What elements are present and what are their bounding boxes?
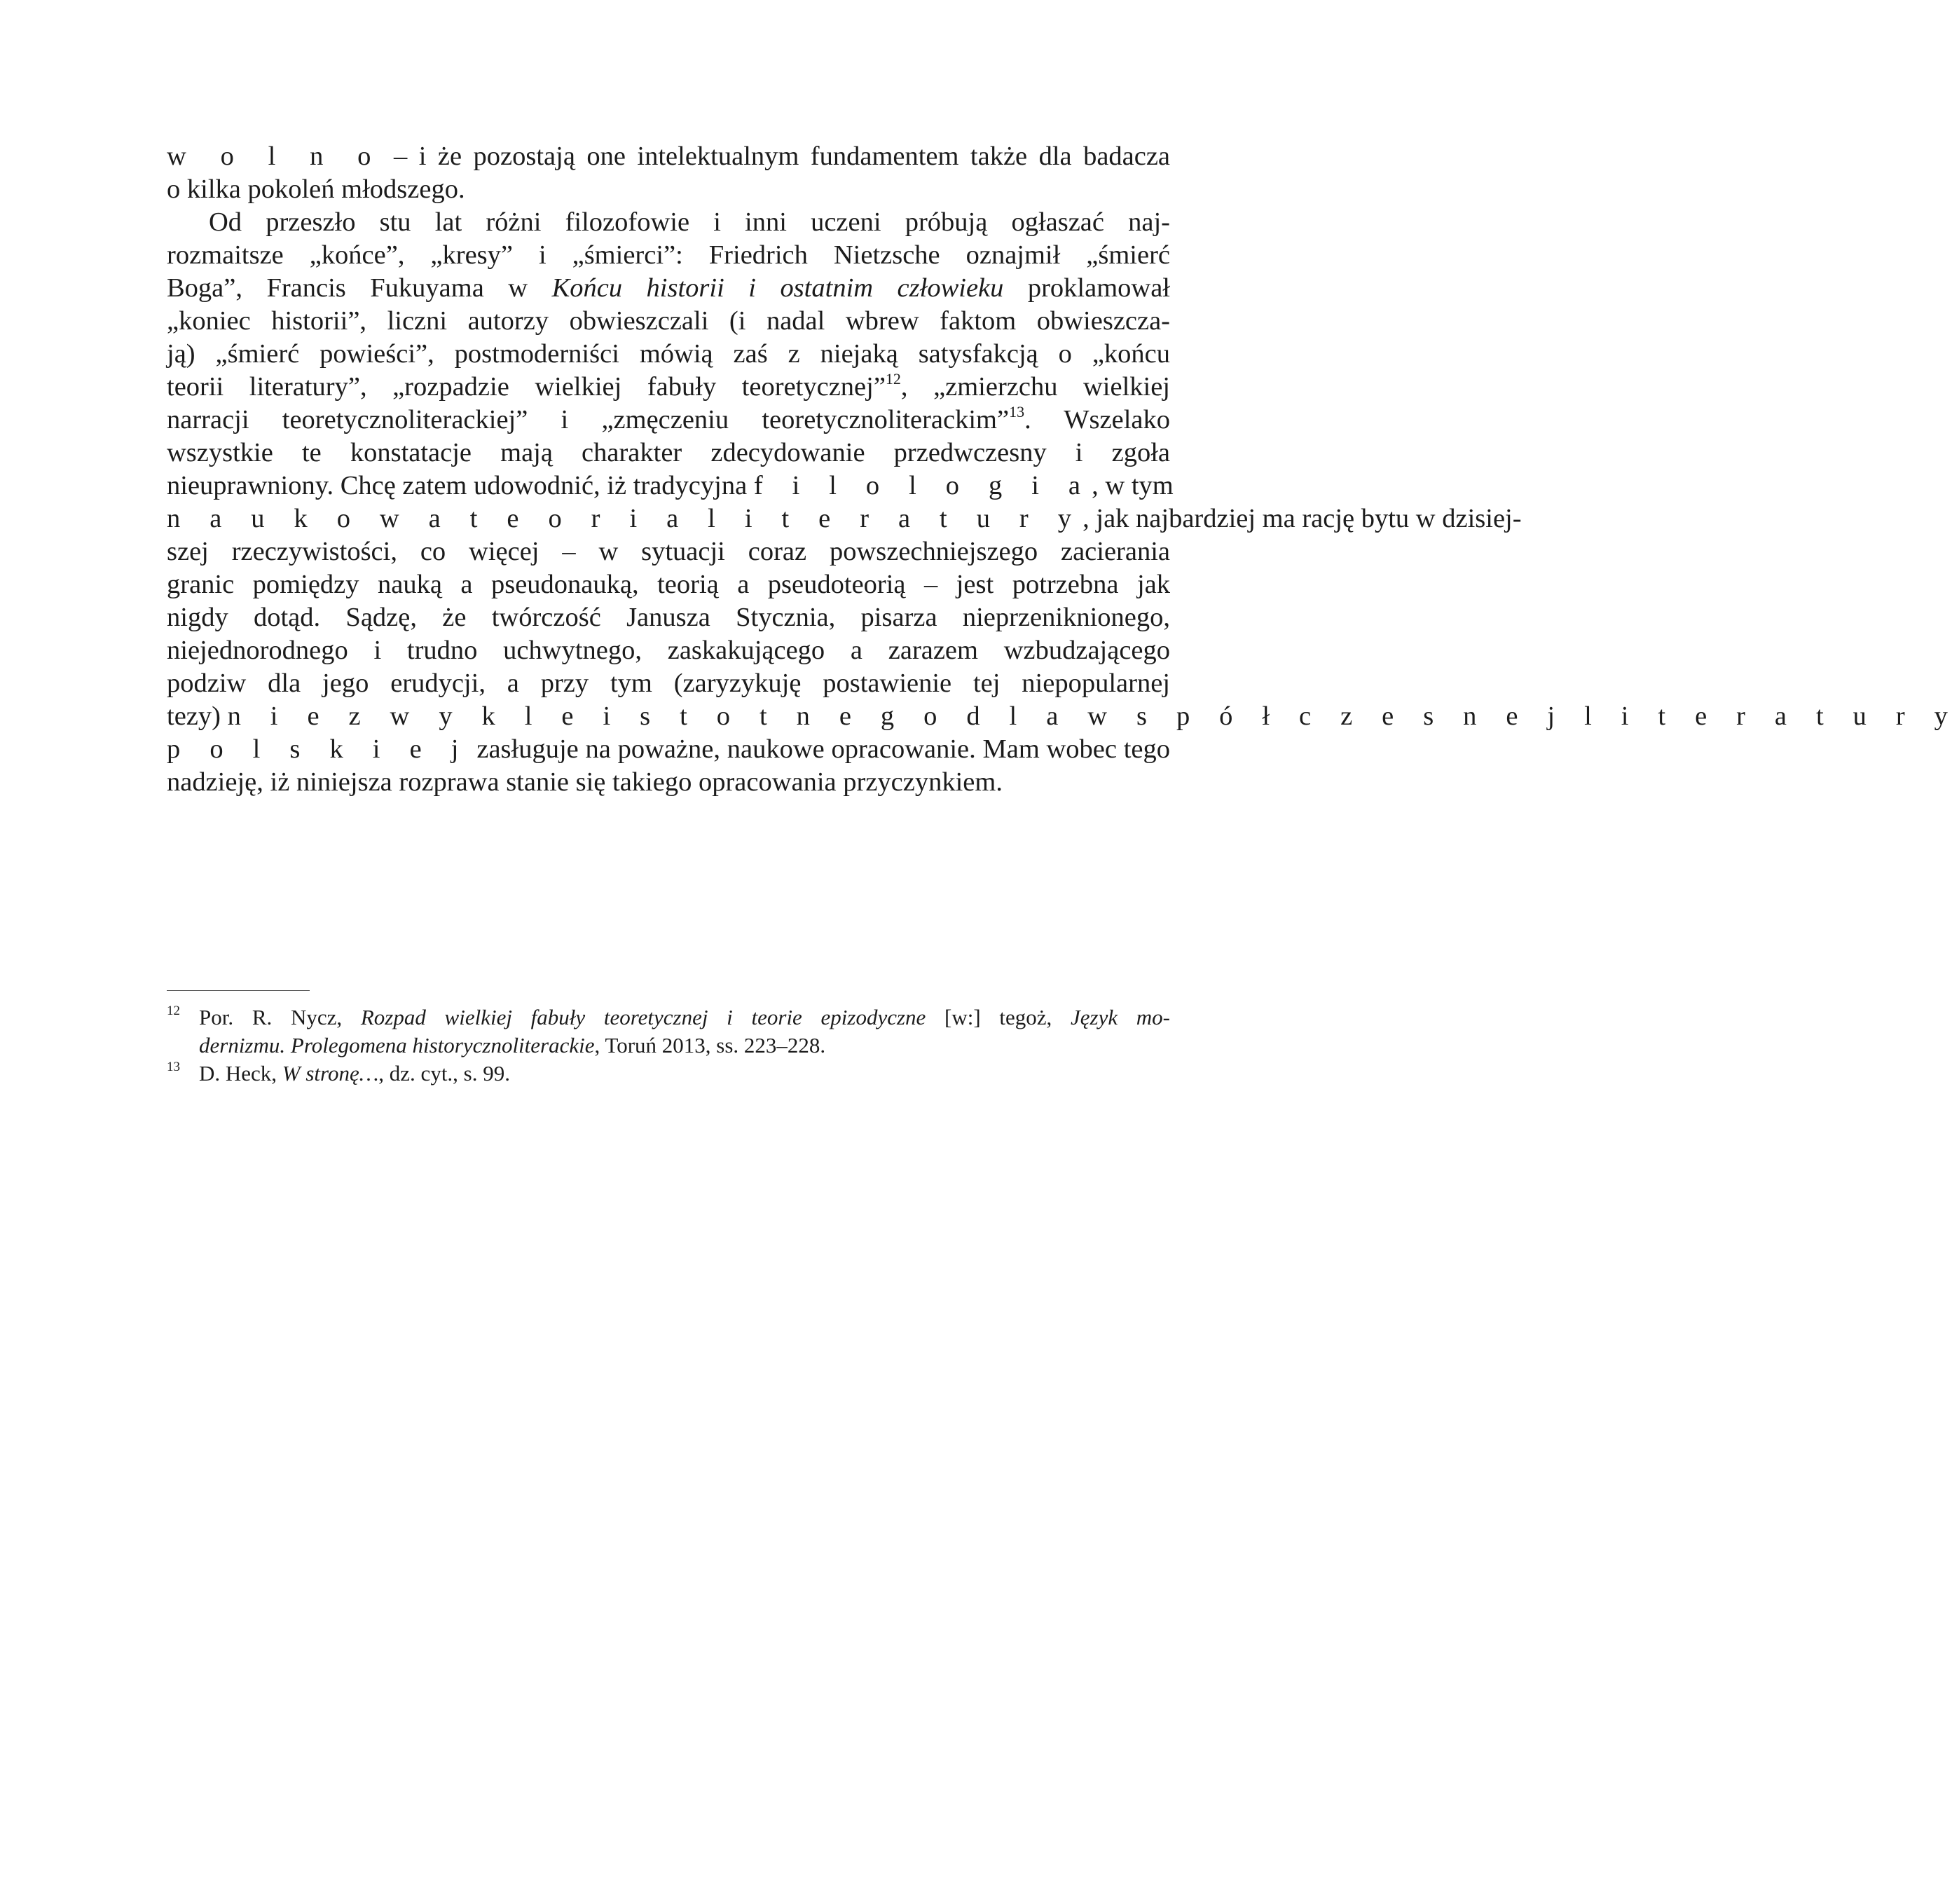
text-line: teorii literatury”, „rozpadzie wielkiej fabuły teoretycznej”$^{12}$, „zmierzchu wielkiej	[167, 370, 1170, 402]
text-line: nigdy dotąd. Sądzę, że twórczość Janusza Stycznia, pisarza nieprzeniknionego,	[167, 603, 1170, 632]
text-line: nieuprawniony. Chcę zatem udowodnić, iż tradycyjna f i l o l o g i a, w tym	[167, 471, 1174, 500]
text-line: tezy) n i e z w y k l e i s t o t n e g o d l a w s p ó ł c z e s n e j l i t e r a t u r y	[167, 701, 1959, 731]
footnotes	[167, 1004, 1170, 1088]
footnote-13	[167, 1060, 1170, 1088]
footnote-ref: 13	[1009, 403, 1025, 420]
text-line: granic pomiędzy nauką a pseudonauką, teorią a pseudoteorią – jest potrzebna jak	[167, 570, 1170, 599]
text-line: p o l s k i e j zasługuje na poważne, naukowe opracowanie. Mam wobec tego	[167, 734, 1170, 764]
text-line: Boga”, Francis Fukuyama w Końcu historii i ostatnim człowieku proklamował	[167, 273, 1170, 303]
text-line: „koniec historii”, liczni autorzy obwieszczali (i nadal wbrew faktom obwieszcza-	[167, 306, 1170, 336]
text-line: rozmaitsze „końce”, „kresy” i „śmierci”: Friedrich Nietzsche oznajmił „śmierć	[167, 240, 1170, 270]
spaced-word: f i l o l o g i a	[753, 471, 1092, 500]
spaced-word: n i e z w y k l e i s t o t n e g o d l a w s p ó ł c z e s n e j l i t e r a t u r y	[227, 701, 1959, 731]
text-line: niejednorodnego i trudno uchwytnego, zaskakującego a zarazem wzbudzającego	[167, 636, 1170, 665]
text-line: n a u k o w a t e o r i a l i t e r a t u r y, jak najbardziej ma rację bytu w dzisiej-	[167, 504, 1522, 533]
footnote-line: dernizmu. Prolegomena historycznoliterackie, Toruń 2013, ss. 223–228.	[199, 1033, 826, 1057]
paragraph-start: Od przeszło stu lat różni filozofowie i inni uczeni próbują ogłaszać naj-	[209, 207, 1170, 237]
spaced-word: n a u k o w a t e o r i a l i t e r a t u r y	[167, 504, 1083, 533]
book-title: Końcu historii i ostatnim człowieku	[551, 273, 1004, 303]
text-line: o kilka pokoleń młodszego.	[167, 174, 465, 204]
footnote-line: Por. R. Nycz, Rozpad wielkiej fabuły teoretycznej i teorie epizodyczne [w:] tegoż, Język mo-	[199, 1005, 1171, 1029]
spaced-word: w o l n o	[167, 142, 383, 171]
footnote-divider	[167, 990, 310, 991]
text-line: ją) „śmierć powieści”, postmoderniści mówią zaś z niejaką satysfakcją o „końcu	[167, 339, 1170, 369]
text-line: nadzieję, iż niniejsza rozprawa stanie się takiego opracowania przyczynkiem.	[167, 767, 1003, 797]
main-text	[167, 140, 1959, 799]
text-line: narracji teoretycznoliterackiej” i „zmęczeniu teoretycznoliterackim”$^{13}$. Wszelako	[167, 403, 1171, 434]
footnote-number: 12	[167, 1004, 180, 1018]
spaced-word: p o l s k i e j	[167, 734, 470, 764]
footnote-line: D. Heck, W stronę…, dz. cyt., s. 99.	[199, 1061, 510, 1085]
footnote-number: 13	[167, 1060, 180, 1074]
text-line: wszystkie te konstatacje mają charakter zdecydowanie przedwczesny i zgoła	[167, 438, 1170, 467]
text-line: szej rzeczywistości, co więcej – w sytuacji coraz powszechniejszego zacierania	[167, 537, 1170, 566]
footnote-ref: 12	[885, 370, 901, 388]
footnote-12	[167, 1004, 1170, 1060]
text-line: podziw dla jego erudycji, a przy tym (zaryzykuję postawienie tej niepopularnej	[167, 669, 1170, 698]
text-line: w o l n o – i że pozostają one intelektualnym fundamentem także dla badacza	[167, 142, 1171, 171]
